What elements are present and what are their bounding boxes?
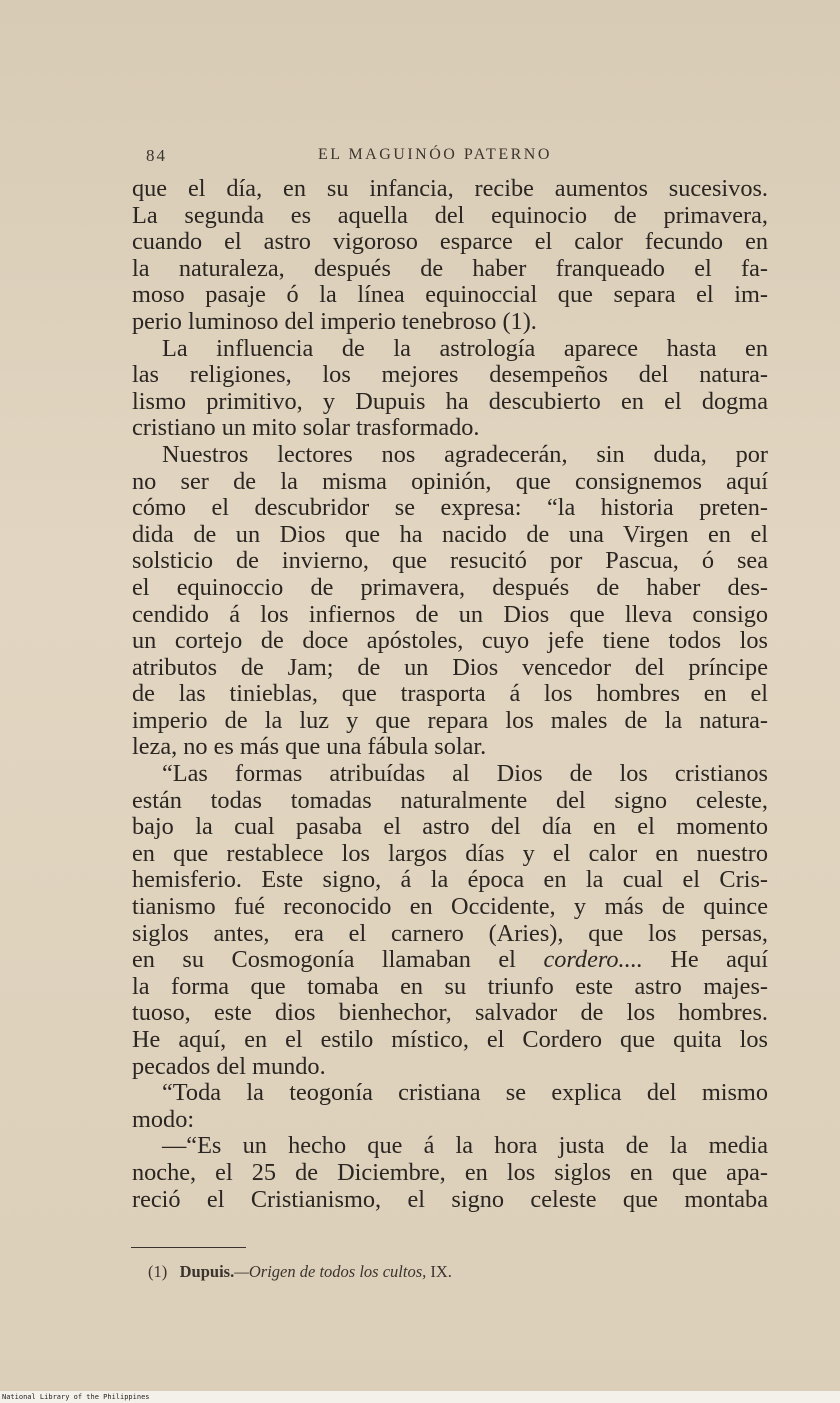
text-line: “Toda la teogonía cristiana se explica del mismo (162, 1079, 768, 1107)
text-line: que el día, en su infancia, recibe aumentos sucesivos. (132, 175, 768, 202)
footnote-marker: (1) (148, 1262, 168, 1281)
footnote-section: IX. (426, 1262, 452, 1281)
text-line: “Las formas atribuídas al Dios de los cristianos (162, 760, 768, 788)
text-line: Nuestros lectores nos agradecerán, sin duda, por (162, 440, 768, 468)
text-line: cómo el descubridor se expresa: “la historia preten- (132, 494, 768, 522)
text-line: leza, no es más que una fábula solar. (132, 733, 487, 761)
text-line: moso pasaje ó la línea equinoccial que separa el im- (132, 281, 768, 309)
body-text (132, 176, 768, 1213)
text-line: modo: (132, 1105, 195, 1133)
text-line: en que restablece los largos días y el calor en nuestro (132, 839, 768, 867)
text-line: las religiones, los mejores desempeños del natura- (132, 361, 768, 389)
text-line: la naturaleza, después de haber franqueado el fa- (132, 254, 768, 282)
text-line: la forma que tomaba en su triunfo este astro majes- (132, 972, 768, 1000)
text-line: dida de un Dios que ha nacido de una Virgen en el (132, 520, 768, 548)
running-head: EL MAGUINÓO PATERNO (318, 146, 552, 163)
text-line: tuoso, este dios bienhechor, salvador de los hombres. (132, 999, 768, 1027)
text-line: reció el Cristianismo, el signo celeste que montaba (132, 1185, 768, 1213)
text-line: hemisferio. Este signo, á la época en la cual el Cris- (132, 866, 768, 894)
text-segment: en su Cosmogonía llamaban el (132, 946, 544, 974)
italic-word: cordero.... (543, 946, 643, 974)
text-line: perio luminoso del imperio tenebroso (1). (132, 307, 537, 335)
text-line: cristiano un mito solar trasformado. (132, 414, 480, 442)
text-line: He aquí, en el estilo místico, el Cordero que quita los (132, 1026, 768, 1053)
text-line: noche, el 25 de Diciembre, en los siglos en que apa- (132, 1158, 768, 1186)
text-line: solsticio de invierno, que resucitó por Pascua, ó sea (132, 547, 768, 575)
text-line: cuando el astro vigoroso esparce el calor fecundo en (132, 228, 768, 256)
page-number: 84 (146, 146, 167, 165)
page-header (146, 146, 786, 172)
text-line: el equinoccio de primavera, después de haber des- (132, 573, 768, 601)
text-line: cendido á los infiernos de un Dios que lleva consigo (132, 600, 768, 628)
library-credit: National Library of the Philippines (0, 1391, 840, 1403)
text-line: no ser de la misma opinión, que consignemos aquí (132, 467, 768, 495)
text-line: un cortejo de doce apóstoles, cuyo jefe tiene todos los (132, 627, 768, 655)
text-line (132, 947, 768, 974)
text-segment: He aquí (642, 946, 769, 974)
footnote (148, 1262, 452, 1282)
text-line: —“Es un hecho que á la hora justa de la media (162, 1132, 768, 1160)
text-line: La segunda es aquella del equinocio de primavera, (132, 201, 768, 229)
footnote-title: —Origen de todos los cultos, (234, 1262, 427, 1281)
text-line: imperio de la luz y que repara los males de la natura- (132, 706, 768, 734)
text-line: La influencia de la astrología aparece hasta en (162, 334, 768, 362)
footnote-divider (131, 1247, 246, 1248)
text-line: tianismo fué reconocido en Occidente, y más de quince (132, 893, 768, 921)
text-line: están todas tomadas naturalmente del signo celeste, (132, 786, 768, 814)
text-line: siglos antes, era el carnero (Aries), que los persas, (132, 919, 768, 947)
text-line: atributos de Jam; de un Dios vencedor del príncipe (132, 653, 768, 681)
footnote-author: Dupuis. (179, 1262, 235, 1281)
text-line: de las tinieblas, que trasporta á los hombres en el (132, 680, 768, 708)
text-line: pecados del mundo. (132, 1052, 326, 1080)
text-line: lismo primitivo, y Dupuis ha descubierto en el dogma (132, 387, 768, 415)
text-line: bajo la cual pasaba el astro del día en el momento (132, 813, 768, 841)
